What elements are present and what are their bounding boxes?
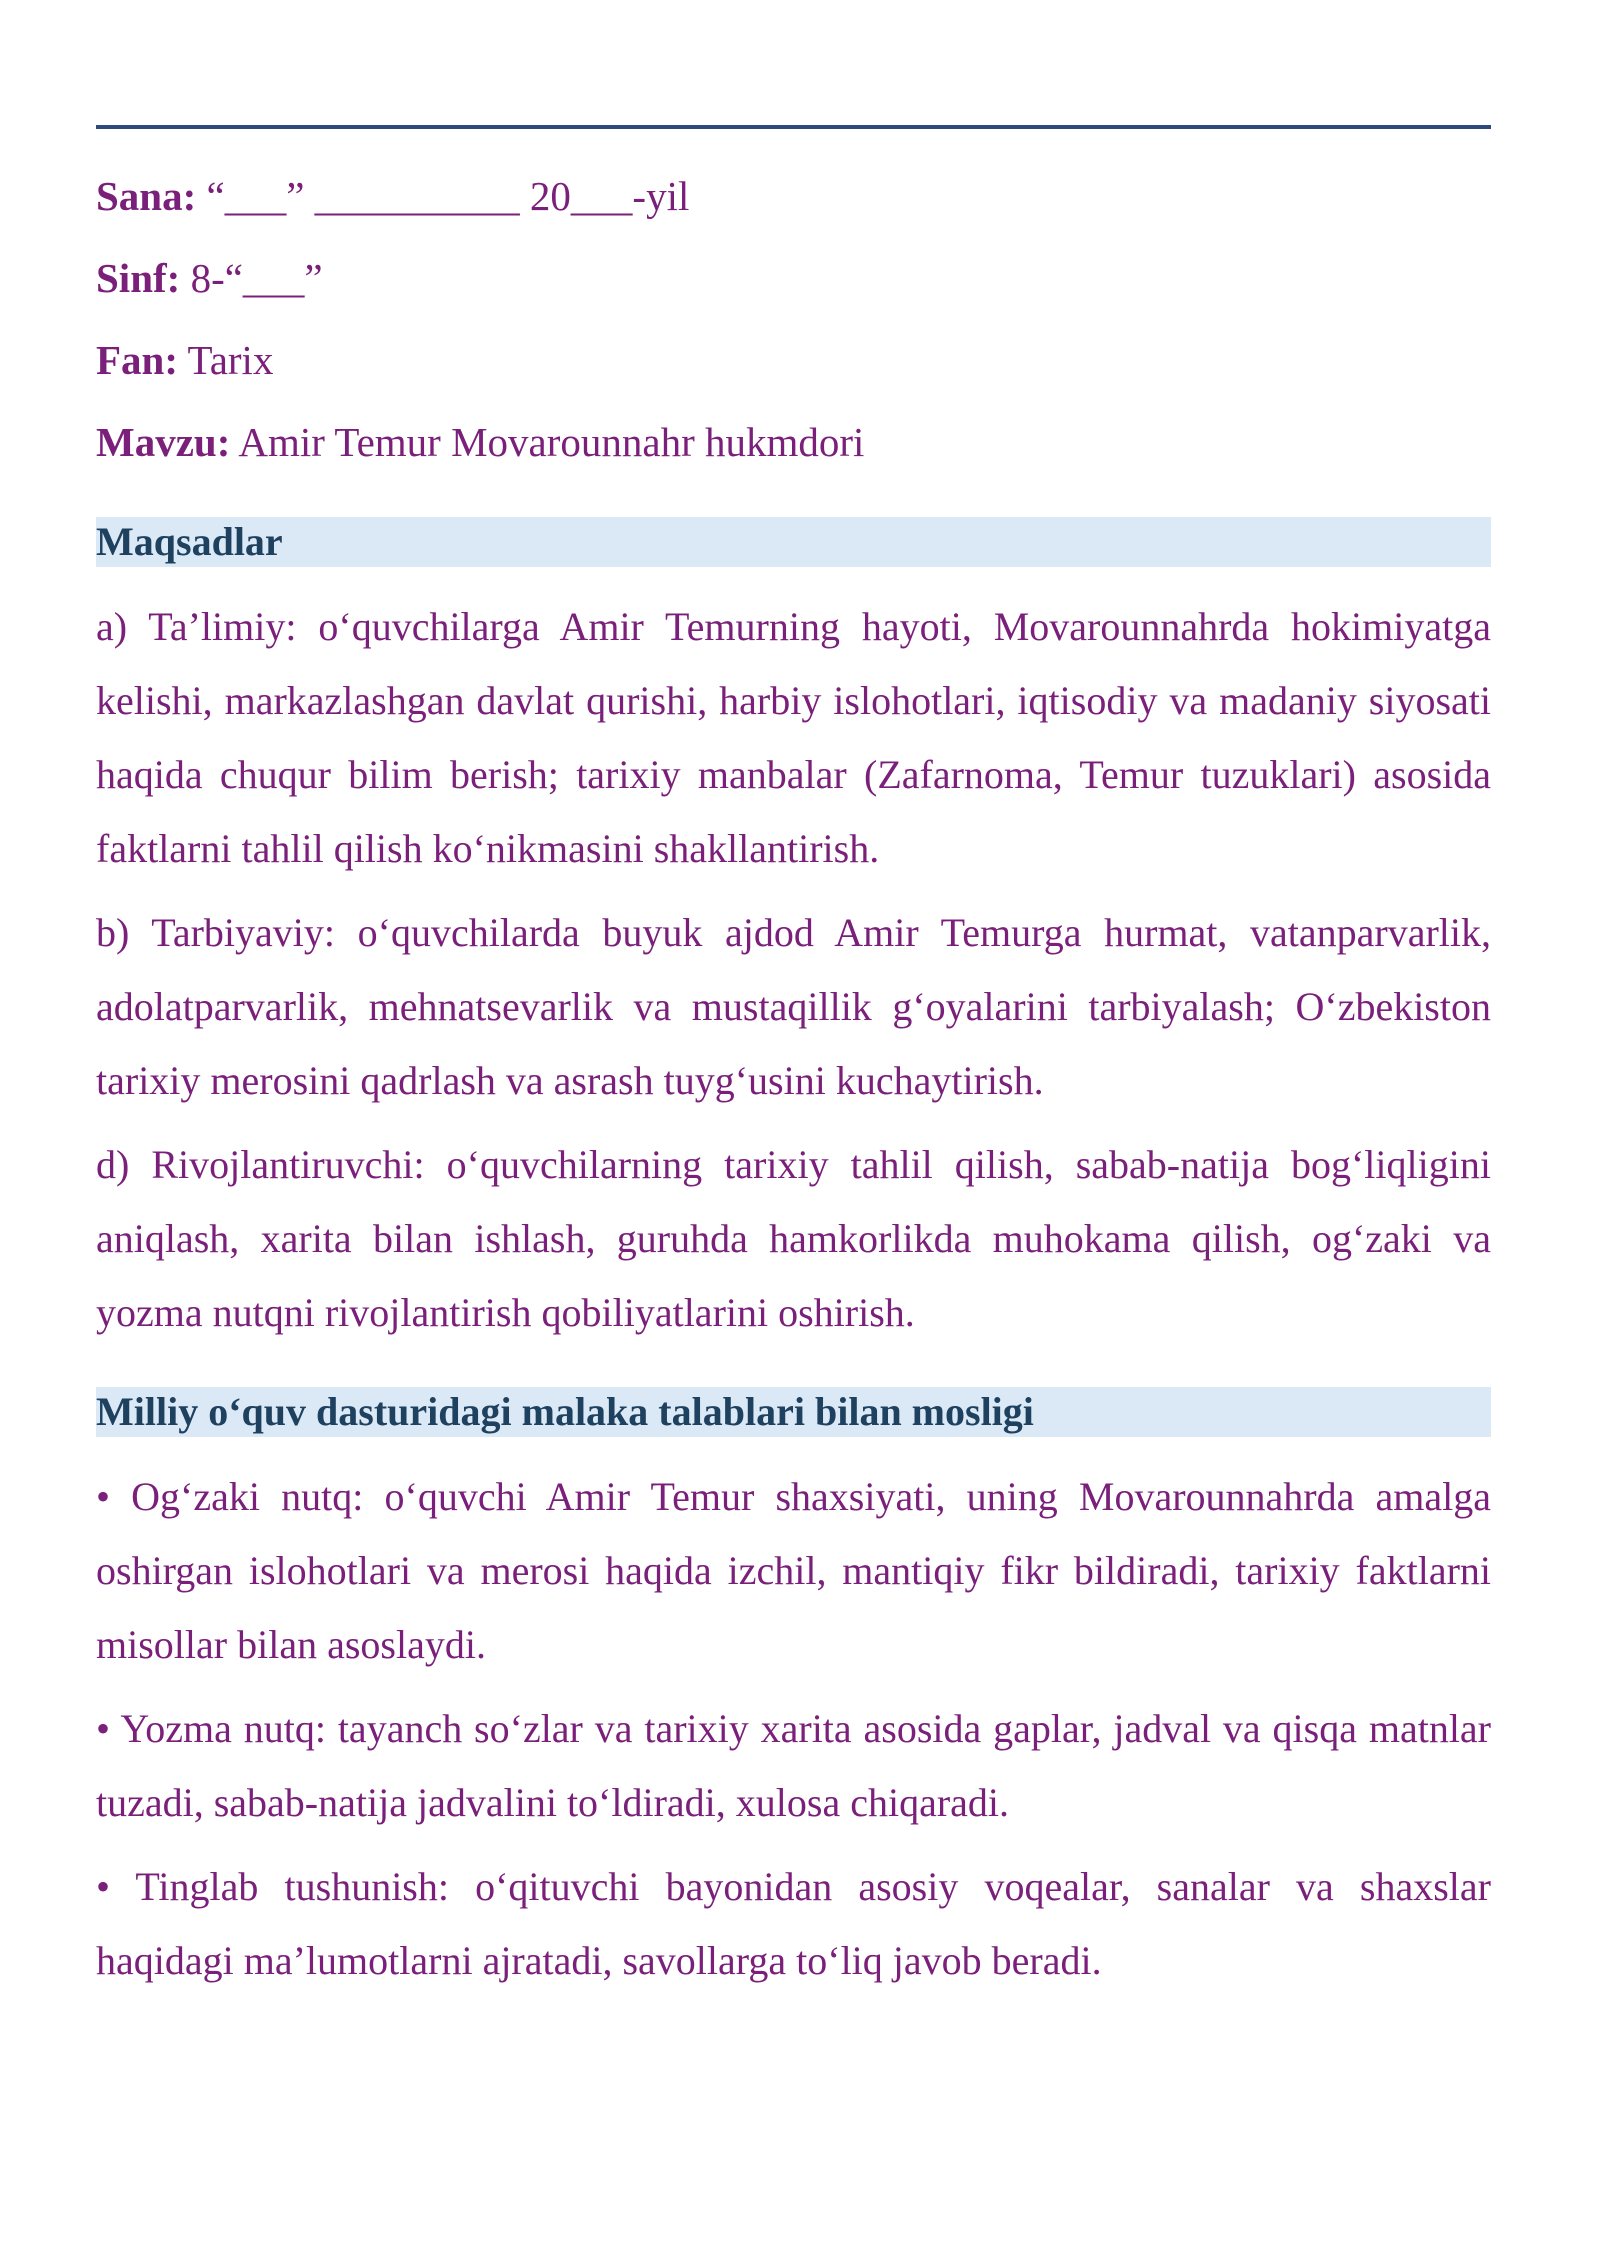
paragraph-upbringing-objective: b) Tarbiyaviy: o‘quvchilarda buyuk ajdod Amir Temurga hurmat, vatanparvarlik, adolatparvarlik, mehnatsevarlik va mustaqillik g‘oyalarini tarbiyalash; O‘zbekiston tarixiy merosini qadrlash va asrash tuyg‘usini kuchaytirish. bbox=[96, 910, 1491, 1103]
class-line bbox=[96, 252, 323, 304]
topic-value: Amir Temur Movarounnahr hukmdori bbox=[238, 419, 865, 465]
class-label: Sinf: bbox=[96, 255, 181, 301]
paragraph-developmental-objective: d) Rivojlantiruvchi: o‘quvchilarning tarixiy tahlil qilish, sabab-natija bog‘liqligini aniqlash, xarita bilan ishlash, guruhda hamkorlikda muhokama qilish, og‘zaki va yozma nutqni rivojlantirish qobiliyatlarini oshirish. bbox=[96, 1142, 1491, 1335]
subject-line bbox=[96, 334, 273, 386]
subject-value: Tarix bbox=[187, 337, 274, 383]
paragraph-educational-objective: a) Ta’limiy: o‘quvchilarga Amir Temurning hayoti, Movarounnahrda hokimiyatga kelishi, markazlashgan davlat qurishi, harbiy islohotlari, iqtisodiy va madaniy siyosati haqida chuqur bilim berish; tarixiy manbalar (Zafarnoma, Temur tuzuklari) asosida faktlarni tahlil qilish ko‘nikmasini shakllantirish. bbox=[96, 604, 1491, 871]
date-label: Sana: bbox=[96, 173, 197, 219]
topic-label: Mavzu: bbox=[96, 419, 231, 465]
class-value: 8-“___” bbox=[190, 255, 323, 301]
section-heading-objectives: Maqsadlar bbox=[96, 517, 1491, 567]
subject-label: Fan: bbox=[96, 337, 178, 383]
topic-line bbox=[96, 416, 864, 468]
paragraph-written-speech: • Yozma nutq: tayanch so‘zlar va tarixiy xarita asosida gaplar, jadval va qisqa matnlar tuzadi, sabab-natija jadvalini to‘ldiradi, xulosa chiqaradi. bbox=[96, 1706, 1491, 1825]
section-heading-competency-alignment: Milliy o‘quv dasturidagi malaka talablari bilan mosligi bbox=[96, 1387, 1491, 1437]
header-rule bbox=[96, 125, 1491, 129]
date-value: “___” __________ 20___-yil bbox=[206, 173, 690, 219]
paragraph-listening-comprehension: • Tinglab tushunish: o‘qituvchi bayonidan asosiy voqealar, sanalar va shaxslar haqidagi ma’lumotlarni ajratadi, savollarga to‘liq javob beradi. bbox=[96, 1864, 1491, 1983]
paragraph-oral-speech: • Og‘zaki nutq: o‘quvchi Amir Temur shaxsiyati, uning Movarounnahrda amalga oshirgan islohotlari va merosi haqida izchil, mantiqiy fikr bildiradi, tarixiy faktlarni misollar bilan asoslaydi. bbox=[96, 1474, 1491, 1667]
date-line bbox=[96, 170, 689, 222]
